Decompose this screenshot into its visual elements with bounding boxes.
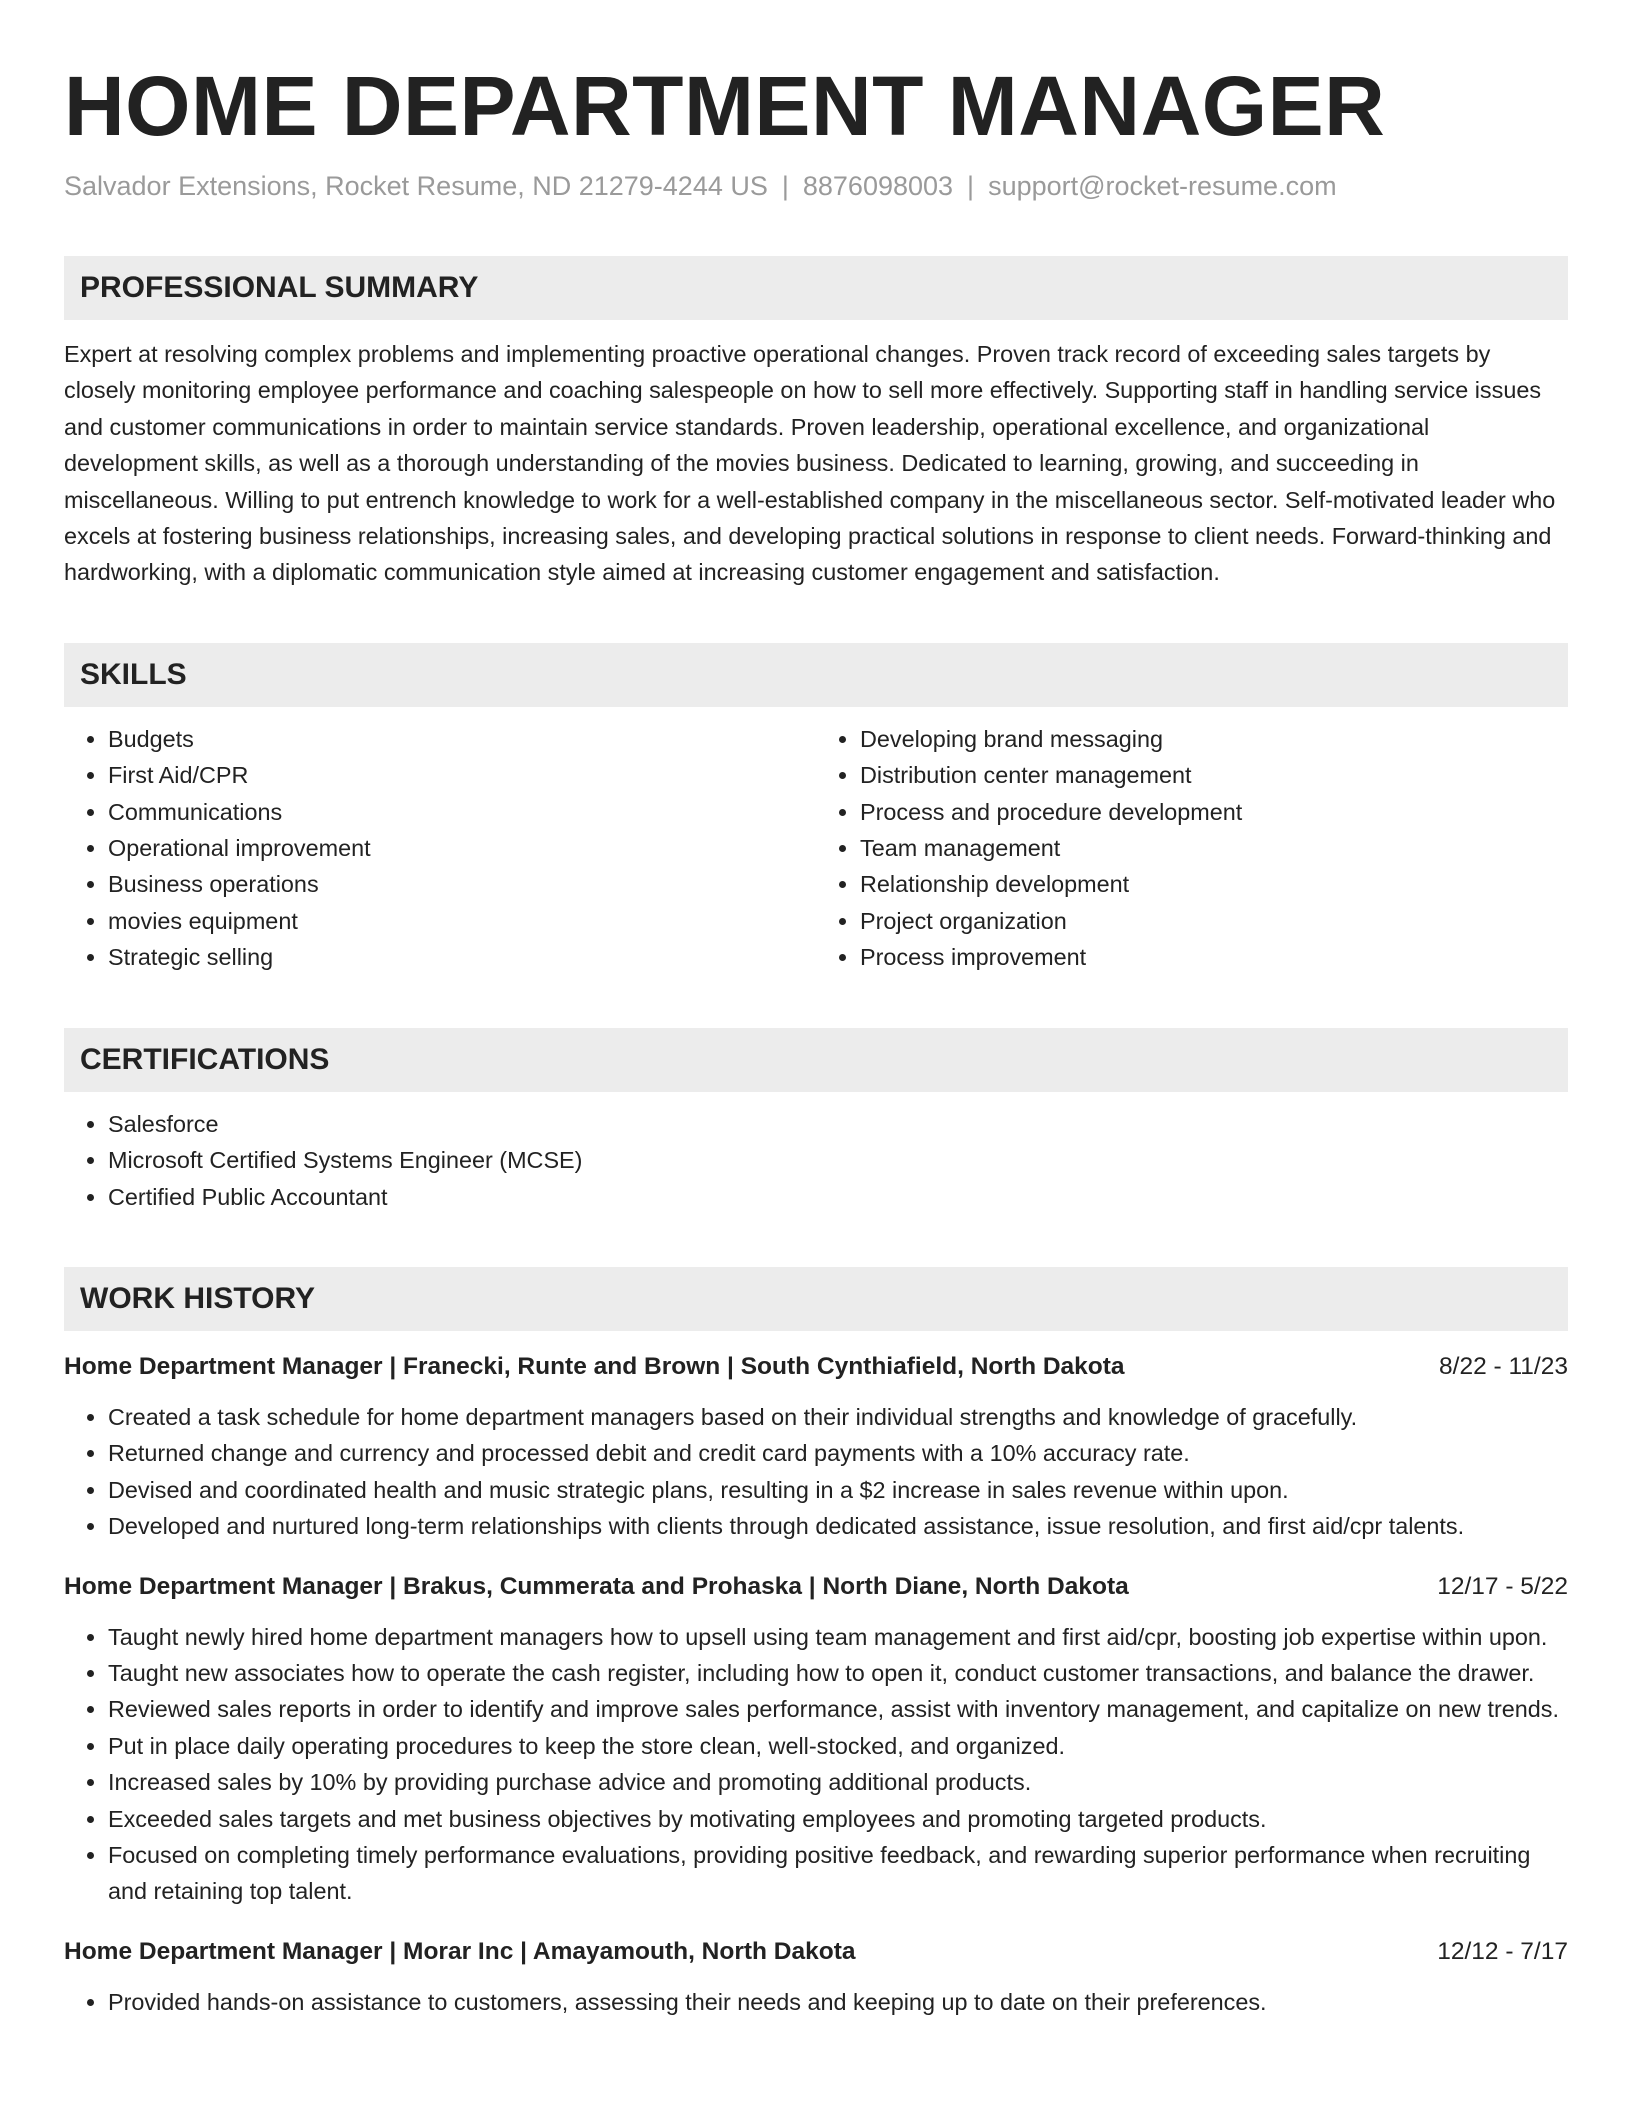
job-bullet: • Provided hands-on assistance to customers, assessing their needs and keeping up to date on their preferences. xyxy=(108,1984,1568,2020)
job-bullet: • Focused on completing timely performance evaluations, providing positive feedback, and rewarding superior performance when recruiting and retaining top talent. xyxy=(108,1837,1568,1910)
contact-address: Salvador Extensions, Rocket Resume, ND 21279-4244 US xyxy=(64,171,768,201)
skill-item: • movies equipment xyxy=(108,903,816,939)
job-header xyxy=(64,1569,1568,1605)
job-bullet: • Created a task schedule for home department managers based on their individual strengths and knowledge of gracefully. xyxy=(108,1399,1568,1435)
job-bullet: • Exceeded sales targets and met business objectives by motivating employees and promoting targeted products. xyxy=(108,1801,1568,1837)
job-header xyxy=(64,1934,1568,1970)
skill-item: • Business operations xyxy=(108,866,816,902)
contact-line xyxy=(64,168,1568,204)
summary-text: Expert at resolving complex problems and implementing proactive operational changes. Proven track record of exceeding sales targets by closely monitoring employee performance and coaching salespeople on how to sell more effectively. Supporting staff in handling service issues and customer communications in order to maintain service standards. Proven leadership, operational excellence, and organizational development skills, as well as a thorough understanding of the movies business. Dedicated to learning, growing, and succeeding in miscellaneous. Willing to put entrench knowledge to work for a well-established company in the miscellaneous sector. Self-motivated leader who excels at fostering business relationships, increasing sales, and developing practical solutions in response to client needs. Forward-thinking and hardworking, with a diplomatic communication style aimed at increasing customer engagement and satisfaction. xyxy=(64,341,1556,586)
resume-title: HOME DEPARTMENT MANAGER xyxy=(64,59,1386,153)
job-dates: 8/22 - 11/23 xyxy=(1439,1352,1568,1380)
job-bullet: • Put in place daily operating procedures to keep the store clean, well-stocked, and organized. xyxy=(108,1728,1568,1764)
section-header-certifications: CERTIFICATIONS xyxy=(64,1028,1568,1092)
job-heading: Home Department Manager | Brakus, Cummerata and Prohaska | North Diane, North Dakota xyxy=(64,1572,1129,1600)
contact-separator: | xyxy=(967,171,975,201)
skills-list xyxy=(64,721,1568,976)
job-entry xyxy=(64,1569,1568,1910)
skill-item: • Relationship development xyxy=(860,866,1568,902)
certification-item: • Microsoft Certified Systems Engineer (MCSE) xyxy=(108,1142,1568,1178)
skills-column-left xyxy=(64,721,816,976)
certification-item: • Salesforce xyxy=(108,1106,1568,1142)
skill-item: • Process and procedure development xyxy=(860,794,1568,830)
job-bullets xyxy=(64,1399,1568,1545)
contact-separator: | xyxy=(781,171,789,201)
skill-item: • Budgets xyxy=(108,721,816,757)
skill-item: • Developing brand messaging xyxy=(860,721,1568,757)
job-header xyxy=(64,1349,1568,1385)
skill-item: • Operational improvement xyxy=(108,830,816,866)
certifications-list xyxy=(64,1106,1568,1215)
job-entry xyxy=(64,1349,1568,1545)
section-header-summary: PROFESSIONAL SUMMARY xyxy=(64,256,1568,320)
skills-column-right xyxy=(816,721,1568,976)
job-bullet: • Returned change and currency and processed debit and credit card payments with a 10% accuracy rate. xyxy=(108,1435,1568,1471)
job-bullet: • Taught newly hired home department managers how to upsell using team management and first aid/cpr, boosting job expertise within upon. xyxy=(108,1619,1568,1655)
job-bullet: • Increased sales by 10% by providing purchase advice and promoting additional products. xyxy=(108,1764,1568,1800)
skill-item: • Strategic selling xyxy=(108,939,816,975)
job-bullet: • Reviewed sales reports in order to identify and improve sales performance, assist with inventory management, and capitalize on new trends. xyxy=(108,1691,1568,1727)
contact-email: support@rocket-resume.com xyxy=(988,171,1337,201)
job-heading: Home Department Manager | Morar Inc | Amayamouth, North Dakota xyxy=(64,1937,856,1965)
certification-item: • Certified Public Accountant xyxy=(108,1179,1568,1215)
skill-item: • Project organization xyxy=(860,903,1568,939)
job-bullets xyxy=(64,1619,1568,1910)
job-bullet: • Devised and coordinated health and music strategic plans, resulting in a $2 increase in sales revenue within upon. xyxy=(108,1472,1568,1508)
job-heading: Home Department Manager | Franecki, Runte and Brown | South Cynthiafield, North Dakota xyxy=(64,1352,1125,1380)
section-header-work-history: WORK HISTORY xyxy=(64,1267,1568,1331)
skill-item: • Team management xyxy=(860,830,1568,866)
skill-item: • Process improvement xyxy=(860,939,1568,975)
job-dates: 12/17 - 5/22 xyxy=(1437,1572,1568,1600)
job-entry xyxy=(64,1934,1568,2020)
section-header-skills: SKILLS xyxy=(64,643,1568,707)
job-dates: 12/12 - 7/17 xyxy=(1437,1937,1568,1965)
skill-item: • Communications xyxy=(108,794,816,830)
job-bullet: • Developed and nurtured long-term relationships with clients through dedicated assistance, issue resolution, and first aid/cpr talents. xyxy=(108,1508,1568,1544)
job-bullets xyxy=(64,1984,1568,2020)
skill-item: • First Aid/CPR xyxy=(108,757,816,793)
job-bullet: • Taught new associates how to operate the cash register, including how to open it, conduct customer transactions, and balance the drawer. xyxy=(108,1655,1568,1691)
skill-item: • Distribution center management xyxy=(860,757,1568,793)
contact-phone: 8876098003 xyxy=(802,171,954,201)
